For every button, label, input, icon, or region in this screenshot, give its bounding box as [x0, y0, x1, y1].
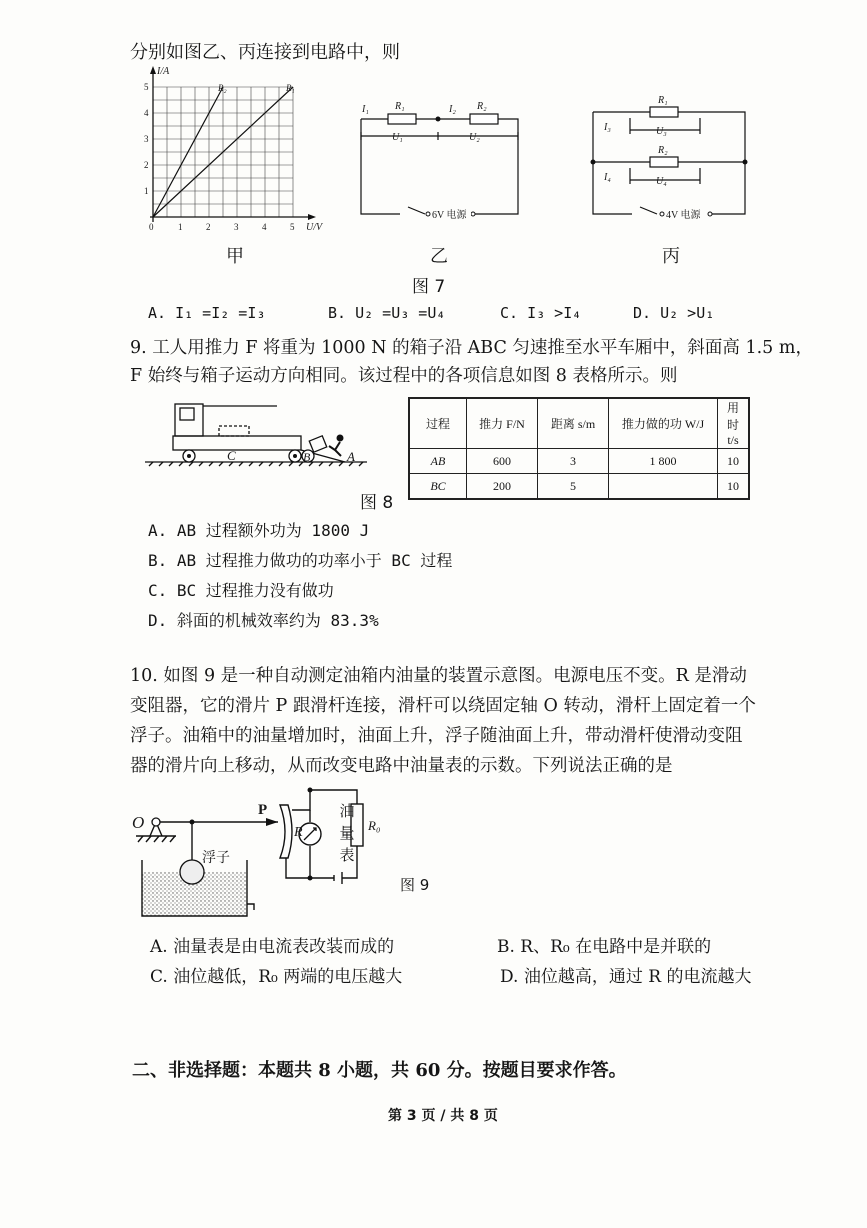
q8-option-d: D. U₂ >U₁: [633, 304, 715, 322]
label-u3: U₃: [656, 126, 667, 137]
x-tick-labels: [149, 222, 295, 232]
q10-stem-line3: 浮子。油箱中的油量增加时，油面上升，浮子随油面上升，带动滑杆使滑动变阻: [130, 726, 743, 746]
q8-option-b: B. U₂ =U₃ =U₄: [328, 304, 446, 322]
q10-option-c: C. 油位越低，R₀ 两端的电压越大: [150, 967, 403, 987]
resistor-r1: [650, 107, 678, 117]
y-axis-arrow-icon: [150, 66, 156, 74]
y-tick-label: 3: [144, 134, 149, 144]
label-oil-meter: 油量表: [339, 802, 355, 864]
section2-heading: 二、非选择题：本题共 8 小题，共 60 分。按题目要求作答。: [132, 1060, 627, 1081]
caption-yi: 乙: [430, 246, 448, 267]
label-r2: R₂: [477, 101, 487, 112]
y-tick-labels: [144, 82, 149, 196]
q10-stem-line1: 10. 如图 9 是一种自动测定油箱内油量的装置示意图。电源电压不变。R 是滑动: [130, 666, 747, 686]
table-cell: AB: [409, 449, 467, 474]
label-p: P: [258, 802, 268, 818]
q10-option-b: B. R、R₀ 在电路中是并联的: [497, 937, 712, 957]
cargo-box-dashed: [219, 426, 249, 436]
q9-option-a: A. AB 过程额外功为 1800 J: [148, 521, 370, 540]
battery-icon: [334, 872, 342, 884]
table-row: [409, 449, 749, 474]
table-cell: 1 800: [609, 449, 718, 474]
label-c: C: [227, 448, 236, 463]
label-r0: R₀: [368, 818, 381, 833]
q9-option-b: B. AB 过程推力做功的功率小于 BC 过程: [148, 551, 453, 570]
caption-bing: 丙: [662, 246, 680, 267]
q8-option-c: C. I₃ >I₄: [500, 304, 582, 322]
joint: [190, 820, 195, 825]
table-cell: BC: [409, 474, 467, 500]
label-r1: R₁: [286, 83, 295, 93]
table-cell: 3: [538, 449, 609, 474]
table-header-cell: 推力做的功 W/J: [609, 398, 718, 449]
q9-option-c: C. BC 过程推力没有做功: [148, 581, 334, 600]
x-tick-label: 0: [149, 222, 154, 232]
figure8-caption: 图 8: [360, 493, 394, 513]
terminal-dot: [436, 117, 441, 122]
label-r2: R₂: [658, 145, 668, 156]
truck-bed: [173, 436, 301, 450]
label-r2: R₂: [218, 83, 227, 93]
page-footer: 第 3 页 / 共 8 页: [388, 1108, 498, 1124]
x-tick-label: 1: [178, 222, 183, 232]
y-tick-label: 1: [144, 186, 149, 196]
q10-option-d: D. 油位越高，通过 R 的电流越大: [500, 967, 752, 987]
table-header-cell: 过程: [409, 398, 467, 449]
x-tick-label: 4: [262, 222, 267, 232]
table-cell: 200: [467, 474, 538, 500]
q10-stem-line4: 器的滑片向上移动，从而改变电路中油量表的示数。下列说法正确的是: [130, 756, 673, 776]
label-u1: U₁: [392, 132, 403, 143]
junction-dot: [308, 788, 313, 793]
fig8-table: [408, 397, 750, 500]
truck-window: [180, 408, 194, 420]
slider-p-arrow-icon: [266, 818, 278, 826]
label-r1: R₁: [395, 101, 405, 112]
label-i4: I₄: [604, 172, 611, 183]
table-cell: [609, 474, 718, 500]
worker: [337, 435, 344, 442]
x-tick-label: 3: [234, 222, 239, 232]
q9-stem-line2: F 始终与箱子运动方向相同。该过程中的各项信息如图 8 表格所示。则: [130, 366, 678, 386]
fig7-iu-graph: [140, 62, 340, 242]
label-source: 4V 电源: [666, 210, 701, 221]
label-i3: I₃: [604, 122, 611, 133]
q8-option-a: A. I₁ =I₂ =I₃: [148, 304, 266, 322]
resistor-r1: [388, 114, 416, 124]
circuit-wire: [361, 119, 518, 214]
label-u4: U₄: [656, 176, 667, 187]
junction-dot: [591, 160, 596, 165]
q10-stem-line2: 变阻器，它的滑片 P 跟滑杆连接，滑杆可以绕固定轴 O 转动，滑杆上固定着一个: [130, 696, 756, 716]
worker: [329, 442, 341, 456]
q9-option-d: D. 斜面的机械效率约为 83.3%: [148, 611, 379, 630]
pivot-o: [152, 818, 160, 826]
resistor-r2: [650, 157, 678, 167]
label-r: R: [294, 825, 303, 840]
junction-dot: [308, 876, 313, 881]
fig9-oil-gauge: [132, 780, 381, 920]
x-tick-label: 5: [290, 222, 295, 232]
y-tick-label: 2: [144, 160, 149, 170]
caption-jia: 甲: [226, 246, 244, 267]
y-tick-label: 4: [144, 108, 149, 118]
table-cell: 600: [467, 449, 538, 474]
x-axis-arrow-icon: [308, 214, 316, 220]
table-header-row: [409, 398, 749, 449]
box-on-ramp: [309, 436, 326, 452]
table-cell: 10: [718, 474, 750, 500]
fig7-series-circuit: [358, 92, 523, 227]
label-u2: U₂: [469, 132, 480, 143]
label-r1: R₁: [658, 95, 668, 106]
x-tick-label: 2: [206, 222, 211, 232]
table-header-cell: 用时 t/s: [718, 398, 750, 449]
figure7-caption: 图 7: [412, 277, 446, 297]
source-terminal: [708, 212, 712, 216]
wheel: [187, 454, 191, 458]
label-source: 6V 电源: [432, 210, 467, 221]
resistor-r2: [470, 114, 498, 124]
label-o: O: [132, 813, 145, 832]
slider-r: [280, 805, 292, 858]
q10-option-a: A. 油量表是由电流表改装而成的: [150, 937, 395, 957]
fig7-parallel-circuit: [590, 92, 755, 227]
table-cell: 10: [718, 449, 750, 474]
y-tick-label: 5: [144, 82, 149, 92]
table-header-cell: 推力 F/N: [467, 398, 538, 449]
junction-dot: [743, 160, 748, 165]
ground-hatch: [138, 836, 175, 842]
table-cell: 5: [538, 474, 609, 500]
y-axis-label: I/A: [157, 66, 170, 77]
label-a: A: [347, 449, 355, 464]
label-i2: I₂: [449, 104, 456, 115]
source-terminal: [426, 212, 430, 216]
wheel: [293, 454, 297, 458]
table-row: [409, 474, 749, 500]
figure9-caption: 图 9: [400, 876, 430, 894]
source-terminal: [660, 212, 664, 216]
label-i1: I₁: [362, 104, 369, 115]
source-terminal: [471, 212, 475, 216]
label-float: 浮子: [202, 851, 230, 866]
q9-stem-line1: 9. 工人用推力 F 将重为 1000 N 的箱子沿 ABC 匀速推至水平车厢中，斜面高 1.5 m，: [130, 338, 813, 358]
tank-outlet: [247, 904, 254, 910]
label-b: B: [303, 450, 311, 464]
intro-line: 分别如图乙、丙连接到电路中，则: [130, 42, 400, 63]
table-header-cell: 距离 s/m: [538, 398, 609, 449]
float: [180, 860, 204, 884]
fig8-truck-ramp: [145, 400, 370, 470]
x-axis-label: U/V: [306, 222, 323, 233]
